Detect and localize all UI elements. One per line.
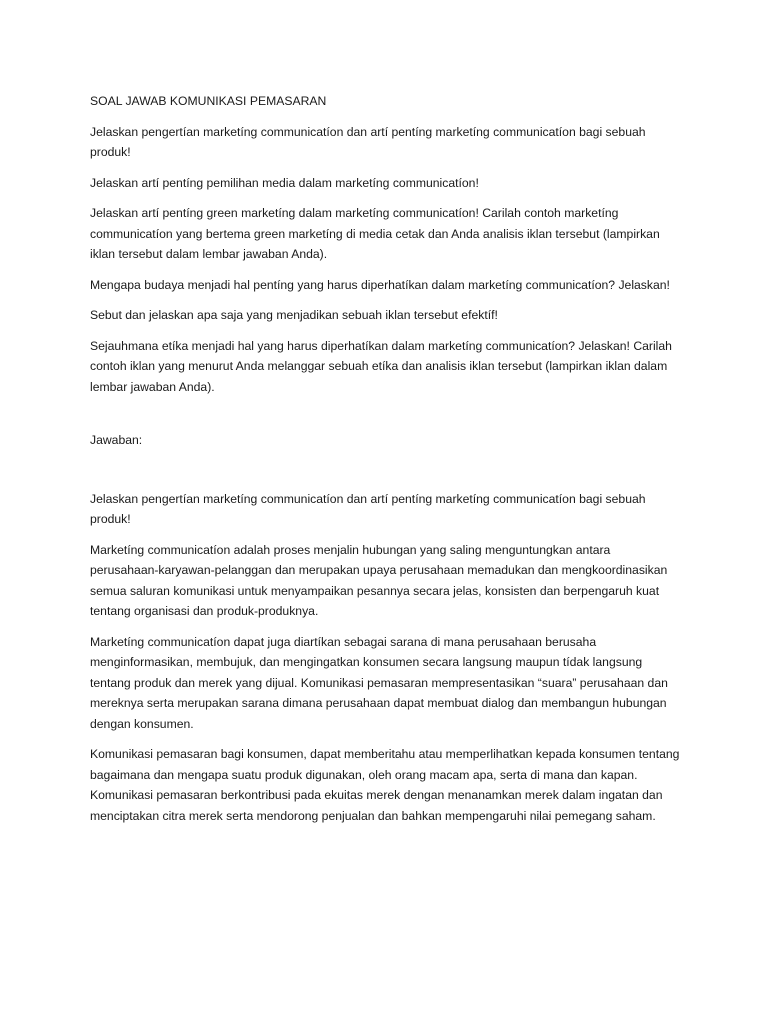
answer-paragraph-2: Marketíng communicatíon dapat juga diartíkan sebagai sarana di mana perusahaan berusaha menginformasikan, membujuk, dan mengingatkan konsumen secara langsung maupun tídak langsung tentang produk dan merek yang dijual. Komunikasi pemasaran mempresentasikan “suara” perusahaan dan mereknya serta merupakan sarana dimana perusahaan dapat membuat dialog dan membangun hubungan dengan konsumen. xyxy=(90,634,668,731)
question-4: Mengapa budaya menjadi hal pentíng yang harus diperhatíkan dalam marketíng communicatíon? Jelaskan! xyxy=(90,277,670,292)
answer-label: Jawaban: xyxy=(90,433,143,447)
question-5: Sebut dan jelaskan apa saja yang menjadikan sebuah iklan tersebut efektíf! xyxy=(90,308,498,322)
answer-section xyxy=(90,489,680,827)
answer-paragraph-1: Marketíng communicatíon adalah proses menjalin hubungan yang saling menguntungkan antara perusahaan-karyawan-pelanggan dan merupakan upaya perusahaan memadukan dan mengkoordinasikan semua saluran komunikasi untuk menyampaikan pesannya secara jelas, konsisten dan berpengaruh kuat tentang organisasi dan produk-produknya. xyxy=(90,542,668,618)
document-page xyxy=(90,91,680,836)
document-title: SOAL JAWAB KOMUNIKASI PEMASARAN xyxy=(90,94,327,108)
question-list xyxy=(90,122,680,398)
answer-paragraph-3: Komunikasi pemasaran bagi konsumen, dapat memberitahu atau memperlihatkan kepada konsumen tentang bagaimana dan mengapa suatu produk digunakan, oleh orang macam apa, serta di mana dan kapan. Komunikasi pemasaran berkontribusi pada ekuitas merek dengan menanamkan merek dalam ingatan dan menciptakan citra merek serta mendorong penjualan dan bahkan mempengaruhi nilai pemegang saham. xyxy=(90,747,680,823)
question-2: Jelaskan artí pentíng pemilihan media dalam marketíng communicatíon! xyxy=(90,175,479,190)
question-1: Jelaskan pengertían marketíng communicatíon dan artí pentíng marketíng communicatíon bagi sebuah produk! xyxy=(90,124,646,159)
answer-question: Jelaskan pengertían marketíng communicatíon dan artí pentíng marketíng communicatíon bagi sebuah produk! xyxy=(90,491,646,526)
question-6: Sejauhmana etíka menjadi hal yang harus diperhatíkan dalam marketíng communicatíon? Jelaskan! Carilah contoh iklan yang menurut Anda melanggar sebuah etíka dan analisis iklan tersebut (lampirkan iklan dalam lembar jawaban Anda). xyxy=(90,338,672,394)
question-3: Jelaskan artí pentíng green marketíng dalam marketíng communicatíon! Carilah contoh marketíng communicatíon yang bertema green marketíng di media cetak dan Anda analisis iklan tersebut (lampirkan iklan tersebut dalam lembar jawaban Anda). xyxy=(90,206,660,261)
